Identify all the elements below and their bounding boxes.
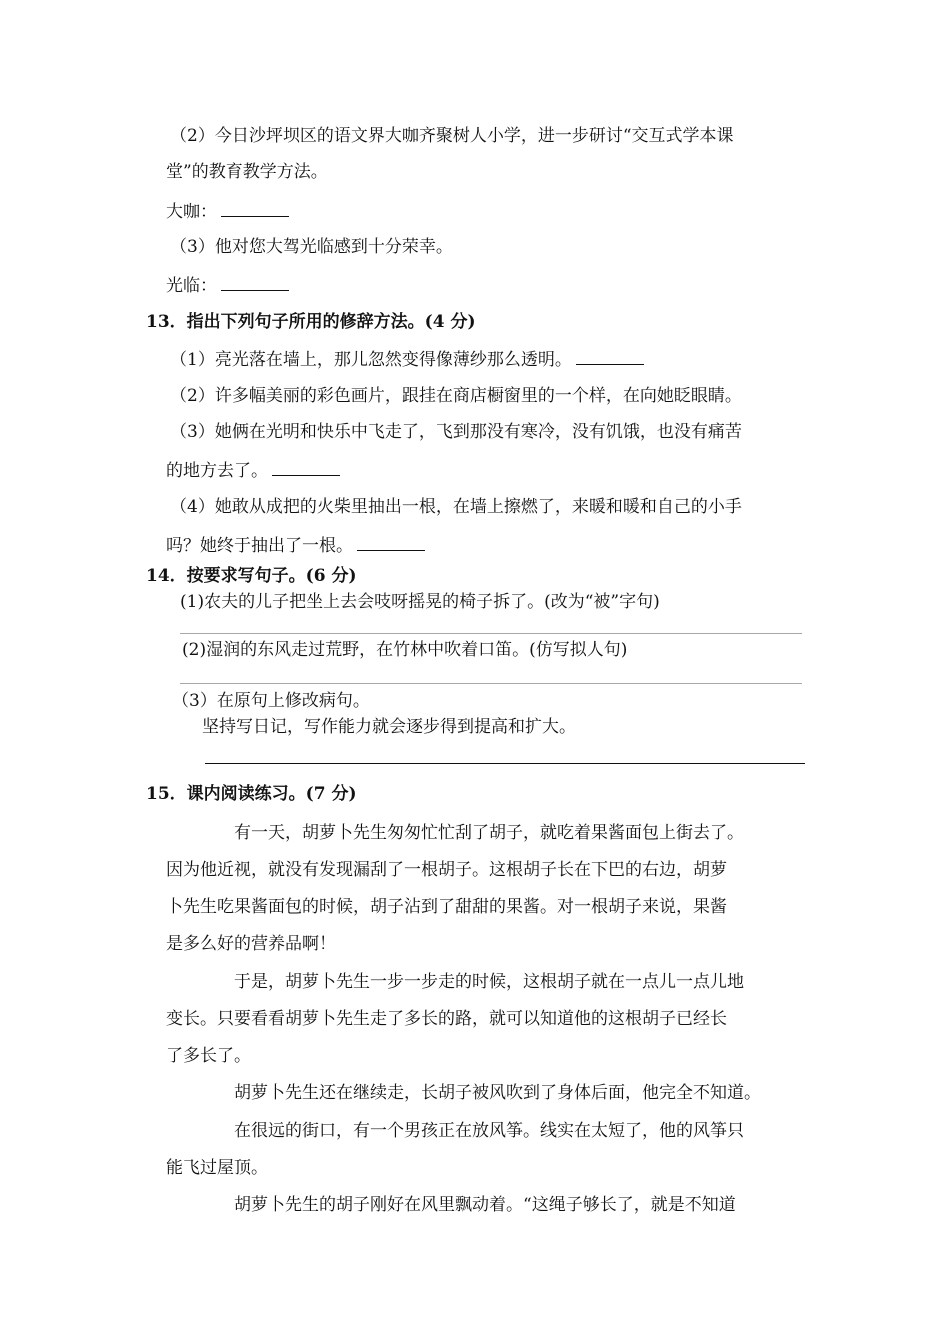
passage-p5-line1: 胡萝卜先生的胡子刚好在风里飘动着。“这绳子够长了，就是不知道 xyxy=(234,1195,736,1215)
q13-item4-line2 xyxy=(166,534,425,557)
q13-item4-line2-text: 吗？她终于抽出了一根。 xyxy=(166,536,353,556)
q12-item2-line2: 堂”的教育教学方法。 xyxy=(166,162,328,182)
q14-item3-line2: 坚持写日记，写作能力就会逐步得到提高和扩大。 xyxy=(202,717,576,737)
answer-blank-guanglin[interactable] xyxy=(221,274,289,291)
q12-item3-line1: （3）他对您大驾光临感到十分荣幸。 xyxy=(170,237,453,257)
q13-item4-line1: （4）她敢从成把的火柴里抽出一根，在墙上擦燃了，来暖和暖和自己的小手 xyxy=(170,497,742,517)
passage-p1-line1: 有一天，胡萝卜先生匆匆忙忙刮了胡子，就吃着果酱面包上街去了。 xyxy=(234,823,744,843)
answer-line-q14-2[interactable] xyxy=(180,683,802,684)
answer-line-q14-1[interactable] xyxy=(180,633,802,634)
passage-p4-line1: 在很远的街口，有一个男孩正在放风筝。线实在太短了，他的风筝只 xyxy=(234,1121,744,1141)
passage-p1-line3: 卜先生吃果酱面包的时候，胡子沾到了甜甜的果酱。对一根胡子来说，果酱 xyxy=(166,897,727,917)
passage-p4-line2: 能飞过屋顶。 xyxy=(166,1158,268,1178)
passage-p2-line3: 了多长了。 xyxy=(166,1046,251,1066)
q14-item1: (1)农夫的儿子把坐上去会吱呀摇晃的椅子拆了。(改为“被”字句) xyxy=(180,592,660,612)
passage-p1-line2: 因为他近视，就没有发现漏刮了一根胡子。这根胡子长在下巴的右边，胡萝 xyxy=(166,860,727,880)
answer-blank-q13-1[interactable] xyxy=(576,348,644,365)
q12-word-dake: 大咖： xyxy=(166,202,217,222)
q15-heading: 15．课内阅读练习。(7 分) xyxy=(146,784,357,804)
answer-blank-q13-4[interactable] xyxy=(357,534,425,551)
q12-item2-line1: （2）今日沙坪坝区的语文界大咖齐聚树人小学，进一步研讨“交互式学本课 xyxy=(170,126,734,146)
q14-item2: (2)湿润的东风走过荒野，在竹林中吹着口笛。(仿写拟人句) xyxy=(182,640,628,660)
q13-item2: （2）许多幅美丽的彩色画片，跟挂在商店橱窗里的一个样，在向她眨眼睛。 xyxy=(170,386,742,406)
q14-item3-line1: （3）在原句上修改病句。 xyxy=(172,691,370,711)
q13-item3-line2-text: 的地方去了。 xyxy=(166,461,268,481)
q13-item3-line1: （3）她俩在光明和快乐中飞走了，飞到那没有寒冷，没有饥饿，也没有痛苦 xyxy=(170,422,742,442)
q13-heading: 13．指出下列句子所用的修辞方法。(4 分) xyxy=(146,312,476,332)
q14-heading: 14．按要求写句子。(6 分) xyxy=(146,566,357,586)
q12-answer-guanglin xyxy=(166,274,289,297)
q12-word-guanglin: 光临： xyxy=(166,276,217,296)
q13-item1 xyxy=(170,348,644,371)
answer-blank-q13-3[interactable] xyxy=(272,459,340,476)
passage-p2-line1: 于是，胡萝卜先生一步一步走的时候，这根胡子就在一点儿一点儿地 xyxy=(234,972,744,992)
q13-item1-text: （1）亮光落在墙上，那儿忽然变得像薄纱那么透明。 xyxy=(170,350,572,370)
passage-p2-line2: 变长。只要看看胡萝卜先生走了多长的路，就可以知道他的这根胡子已经长 xyxy=(166,1009,727,1029)
passage-p1-line4: 是多么好的营养品啊！ xyxy=(166,934,336,954)
passage-p3-line1: 胡萝卜先生还在继续走，长胡子被风吹到了身体后面，他完全不知道。 xyxy=(234,1083,761,1103)
answer-blank-dake[interactable] xyxy=(221,200,289,217)
answer-line-q14-3[interactable] xyxy=(205,763,805,764)
q12-answer-dake xyxy=(166,200,289,223)
q13-item3-line2 xyxy=(166,459,340,482)
